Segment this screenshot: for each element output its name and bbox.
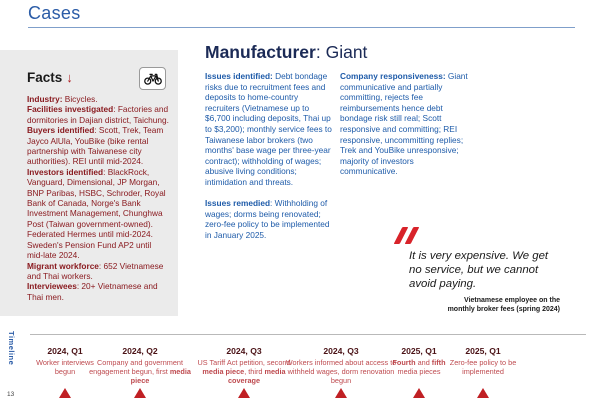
case-heading-company-type: Manufacturer bbox=[205, 42, 316, 62]
header-rule bbox=[28, 27, 575, 28]
timeline-description: Zero-fee policy to be implemented bbox=[449, 358, 517, 376]
quote-attribution-line: monthly broker fees (spring 2024) bbox=[447, 306, 560, 313]
timeline-date: 2025, Q1 bbox=[401, 346, 437, 356]
fact-item bbox=[27, 125, 169, 167]
timeline-date: 2025, Q1 bbox=[465, 346, 501, 356]
timeline-marker-icon bbox=[134, 388, 146, 398]
timeline-marker-icon bbox=[413, 388, 425, 398]
fact-label: Industry: bbox=[27, 94, 63, 104]
issues-remedied-label: Issues remedied bbox=[205, 198, 271, 208]
timeline-description: Workers informed about access to withheld wages, dorm renovation begun bbox=[285, 358, 397, 385]
timeline-entry bbox=[448, 346, 518, 398]
issues-identified-text: Debt bondage risks due to recruitment fees and deposits to home-country recruiters (Vietnamese up to $6,700 including deposits, Thai up to $3,200); monthly service fees to Taiwanese labor brokers (two months' base wage per three-year contract); withholding of wages; abusive living conditions; intimidation and threats. bbox=[205, 71, 332, 187]
timeline-entry bbox=[85, 346, 195, 398]
company-responsiveness-text: Giant communicative and partially committing, rejects fee reimbursements hence debt bondage risk still real; Scott responsive and committing; REI responsive, uncommitting replies; Trek and YouBike unresponsive; majority of investors communicative. bbox=[340, 71, 468, 177]
timeline-date: 2024, Q3 bbox=[226, 346, 262, 356]
timeline-marker-icon bbox=[335, 388, 347, 398]
timeline-entry bbox=[283, 346, 399, 398]
company-responsiveness-label: Company responsiveness: bbox=[340, 71, 446, 81]
fact-label: Migrant workforce bbox=[27, 260, 99, 271]
quote-marks-icon bbox=[398, 227, 415, 244]
issues-identified-paragraph bbox=[205, 71, 333, 188]
timeline-description: US Tariff Act petition, second media piece, third media coverage bbox=[197, 358, 291, 385]
timeline-description: Fourth and fifth media pieces bbox=[392, 358, 446, 376]
fact-text: Bicycles. bbox=[62, 94, 98, 104]
quote-attribution bbox=[400, 296, 560, 314]
fact-text: : Factories and dormitories in Dajian district, Taichung. bbox=[27, 104, 169, 125]
fact-text: : 20+ Vietnamese and Thai men. bbox=[27, 281, 158, 302]
facts-list bbox=[27, 94, 169, 302]
case-heading-company-name: : Giant bbox=[315, 42, 368, 62]
fact-label: Interviewees bbox=[27, 281, 77, 292]
timeline-description: Worker interviews begun bbox=[36, 358, 94, 376]
fact-item bbox=[27, 167, 169, 261]
page-title: Cases bbox=[28, 3, 81, 23]
issues-remedied-text: : Withholding of wages; dorms being renovated; zero-fee policy to be implemented in January 2025. bbox=[205, 198, 330, 240]
fact-label: Buyers identified bbox=[27, 125, 95, 136]
timeline-label: Timeline bbox=[7, 331, 16, 366]
company-responsiveness-paragraph bbox=[340, 71, 471, 177]
timeline-date: 2024, Q3 bbox=[323, 346, 359, 356]
down-arrow-icon: ↓ bbox=[66, 70, 73, 85]
fact-label: Facilities investigated bbox=[27, 104, 114, 115]
facts-title-row bbox=[27, 70, 73, 85]
case-heading bbox=[205, 42, 367, 63]
pull-quote: It is very expensive. We get no service, but we cannot avoid paying. bbox=[409, 250, 549, 291]
fact-text: : Scott, Trek, Team Jayco AlUla, YouBike (bike rental partnership with Taiwanese city authorities). REI until mid-2024. bbox=[27, 125, 164, 167]
facts-panel bbox=[0, 50, 178, 316]
issues-identified-label: Issues identified: bbox=[205, 71, 273, 81]
page-number: 13 bbox=[7, 391, 15, 398]
fact-label: Investors identified bbox=[27, 166, 104, 177]
timeline-marker-icon bbox=[238, 388, 250, 398]
issues-remedied-paragraph bbox=[205, 198, 333, 240]
quote-attribution-line: Vietnamese employee on the bbox=[464, 297, 560, 304]
facts-title: Facts bbox=[27, 70, 63, 85]
fact-item bbox=[27, 104, 169, 125]
fact-item bbox=[27, 281, 169, 302]
fact-text: : 652 Vietnamese and Thai workers. bbox=[27, 260, 164, 281]
fact-item bbox=[27, 261, 169, 282]
fact-text: : BlackRock, Vanguard, Dimensional, JP Morgan, BNP Paribas, HSBC, Schroder, Royal Bank of Canada, Norge's Bank Investment Management, Chunghwa Post (Taiwan government-owned). Federated Hermes until mid-2024. Sweden's Pension Fund AP2 until mid-late 2024. bbox=[27, 166, 166, 261]
fact-item bbox=[27, 94, 169, 104]
timeline-date: 2024, Q2 bbox=[122, 346, 158, 356]
timeline-axis bbox=[30, 334, 586, 335]
bicycle-icon bbox=[139, 67, 166, 90]
timeline-marker-icon bbox=[59, 388, 71, 398]
timeline-date: 2024, Q1 bbox=[47, 346, 83, 356]
timeline-entry bbox=[387, 346, 451, 398]
timeline-marker-icon bbox=[477, 388, 489, 398]
timeline-description: Company and government engagement begun, first media piece bbox=[89, 358, 191, 385]
